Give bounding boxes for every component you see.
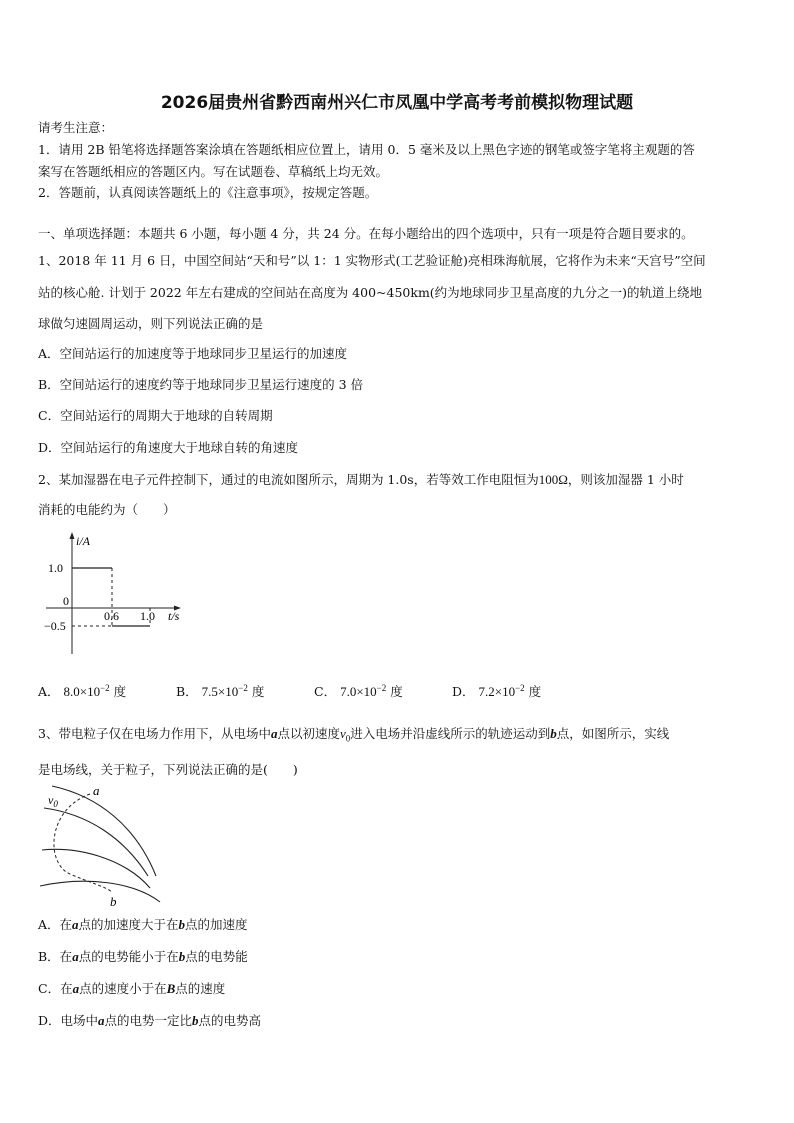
q3-stem-part-1: 3、带电粒子仅在电场力作用下，从电场中 — [38, 726, 271, 741]
graph-x-label: t/s — [168, 609, 180, 623]
page-title: 2026届贵州省黔西南州兴仁市凤凰中学高考考前模拟物理试题 — [160, 93, 634, 113]
q3-stem-part-2: 点以初速度 — [277, 726, 340, 741]
q2-option-b-label: B． — [176, 684, 198, 699]
q2-option-b-mantissa: 7.5×10 — [201, 684, 239, 699]
q2-stem-part-2: ，则该加湿器 1 小时 — [567, 472, 684, 487]
q2-option-b — [176, 682, 264, 700]
graph-y-label: i/A — [76, 534, 90, 548]
q3-option-c — [38, 979, 225, 997]
notice-heading: 请考生注意： — [38, 120, 114, 135]
q3-c-text-2: 点的速度小于在 — [79, 981, 167, 996]
field-line-4 — [40, 881, 160, 902]
q3-c-text-3: 点的速度 — [175, 981, 226, 996]
q2-option-d-unit: 度 — [528, 684, 542, 699]
particle-trajectory — [54, 794, 112, 892]
q2-option-c-label: C． — [314, 684, 337, 699]
q3-option-a — [38, 915, 248, 933]
q3-b-text-1: B．在 — [38, 949, 73, 964]
q2-option-a-label: A． — [38, 684, 60, 699]
q3-a-text-3: 点的加速度 — [185, 917, 248, 932]
q3-b-text-2: 点的电势能小于在 — [78, 949, 179, 964]
q2-option-d-exponent: −2 — [515, 682, 525, 693]
q2-resistance: 100Ω — [538, 472, 568, 487]
q2-option-d-mantissa: 7.2×10 — [478, 684, 516, 699]
fig-velocity-label: $v_0$ — [48, 793, 58, 809]
q3-stem-line-1 — [38, 724, 669, 744]
q2-stem-part-1: 2、某加湿器在电子元件控制下，通过的电流如图所示，周期为 1.0s，若等效工作电阻恒为 — [38, 472, 539, 487]
q3-c-point-1: a — [72, 981, 80, 996]
q2-option-d — [452, 682, 541, 700]
section-heading: 一、单项选择题：本题共 6 小题，每小题 4 分，共 24 分。在每小题给出的四个选项中，只有一项是符合题目要求的。 — [38, 226, 694, 241]
graph-y-tick-low: −0.5 — [44, 619, 66, 633]
q3-d-text-2: 点的电势一定比 — [104, 1013, 193, 1028]
q3-stem-part-4: 点，如图所示，实线 — [556, 726, 670, 741]
q3-a-text-1: A．在 — [38, 917, 73, 932]
q2-option-a — [38, 682, 126, 700]
field-line-1 — [52, 786, 156, 876]
q2-option-d-label: D． — [452, 684, 475, 699]
q1-stem-line-3: 球做匀速圆周运动，则下列说法正确的是 — [38, 316, 264, 331]
q3-b-point-2: b — [178, 949, 186, 964]
q3-stem-line-2: 是电场线，关于粒子，下列说法正确的是( ) — [38, 762, 298, 777]
q1-option-c: C．空间站运行的周期大于地球的自转周期 — [38, 408, 273, 423]
q3-velocity-symbol: v — [339, 726, 346, 741]
q3-c-point-2: B — [166, 981, 176, 996]
graph-x-tick-1: 0.6 — [104, 609, 119, 623]
q3-point-a: a — [270, 726, 278, 741]
q2-stem-line-1 — [38, 470, 684, 488]
q3-option-d — [38, 1011, 261, 1029]
q3-b-point-1: a — [72, 949, 79, 964]
q2-stem-line-2: 消耗的电能约为（ ） — [38, 502, 176, 517]
q3-a-text-2: 点的加速度大于在 — [78, 917, 179, 932]
q3-b-text-3: 点的电势能 — [185, 949, 248, 964]
fig-point-a-label: a — [93, 783, 100, 798]
graph-x-tick-2: 1.0 — [140, 609, 155, 623]
q1-option-d: D．空间站运行的角速度大于地球自转的角速度 — [38, 440, 299, 455]
q2-option-b-exponent: −2 — [238, 682, 248, 693]
field-line-3 — [42, 849, 150, 888]
q3-c-text-1: C．在 — [38, 981, 73, 996]
current-time-graph — [38, 528, 198, 656]
q2-option-a-mantissa: 8.0×10 — [63, 684, 101, 699]
q2-option-c-unit: 度 — [390, 684, 403, 699]
q2-option-c-exponent: −2 — [376, 682, 387, 693]
notice-item-2: 2．答题前，认真阅读答题纸上的《注意事项》，按规定答题。 — [38, 185, 378, 200]
graph-y-tick-high: 1.0 — [48, 561, 63, 575]
q3-stem-part-3: 进入电场并沿虚线所示的轨迹运动到 — [350, 726, 551, 741]
q2-option-c-mantissa: 7.0×10 — [340, 684, 377, 699]
q3-d-point-2: b — [192, 1013, 199, 1028]
graph-y-arrow — [70, 532, 75, 539]
graph-y-tick-zero: 0 — [63, 594, 69, 608]
q1-stem-line-2: 站的核心舱. 计划于 2022 年左右建成的空间站在高度为 400~450km(约为地球同步卫星高度的九分之一)的轨道上绕地 — [38, 285, 703, 300]
q2-option-c — [314, 682, 403, 700]
q3-velocity-subscript: 0 — [345, 733, 351, 744]
q2-option-a-unit: 度 — [113, 684, 127, 699]
q3-d-point-1: a — [98, 1013, 105, 1028]
q2-option-a-exponent: −2 — [100, 682, 110, 693]
q3-option-b — [38, 947, 248, 965]
q3-point-b: b — [550, 726, 557, 741]
q3-a-point-2: b — [178, 917, 186, 932]
q3-d-text-3: 点的电势高 — [198, 1013, 262, 1028]
q3-a-point-1: a — [72, 917, 79, 932]
q1-option-a: A．空间站运行的加速度等于地球同步卫星运行的加速度 — [38, 346, 348, 361]
notice-item-1-line-1: 1．请用 2B 铅笔将选择题答案涂填在答题纸相应位置上，请用 0．5 毫米及以上黑色字迹的钢笔或签字笔将主观题的答 — [38, 142, 695, 157]
electric-field-figure — [38, 782, 168, 910]
fig-point-b-label: b — [110, 894, 117, 909]
q2-option-b-unit: 度 — [251, 684, 265, 699]
q1-stem-line-1: 1、2018 年 11 月 6 日，中国空间站“天和号”以 1：1 实物形式(工艺验证舱)亮相珠海航展，它将作为未来“天宫号”空间 — [38, 253, 706, 268]
q3-d-text-1: D．电场中 — [38, 1013, 99, 1028]
notice-item-1-line-2: 案写在答题纸相应的答题区内。写在试题卷、草稿纸上均无效。 — [38, 164, 389, 179]
q1-option-b: B．空间站运行的速度约等于地球同步卫星运行速度的 3 倍 — [38, 377, 364, 392]
